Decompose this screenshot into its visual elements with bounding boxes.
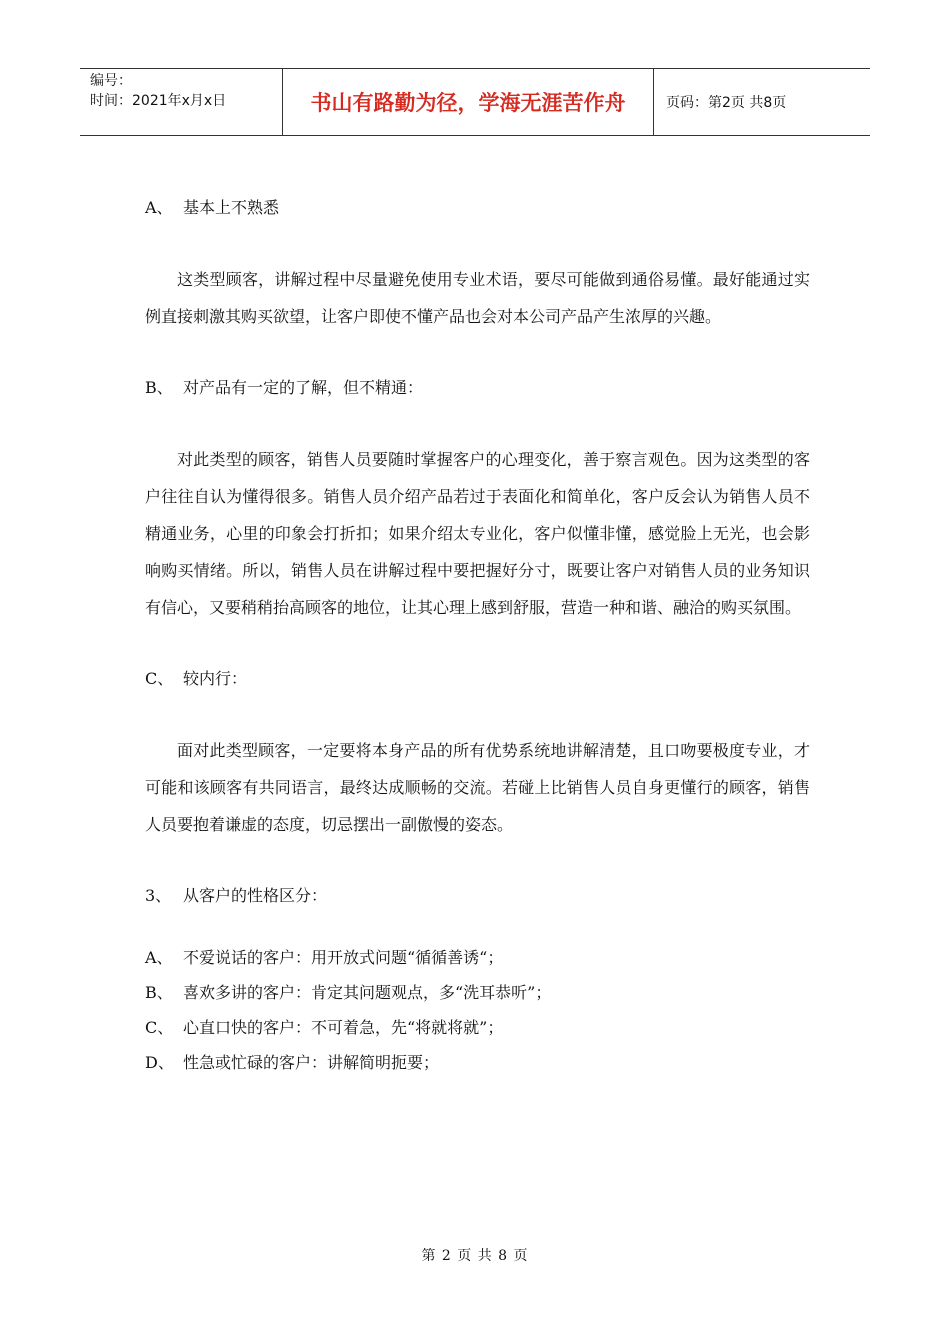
- section-title: 从客户的性格区分：: [183, 886, 328, 905]
- section-marker: A、: [145, 198, 173, 217]
- section-marker: 3、: [145, 886, 172, 905]
- list-text: 心直口快的客户：不可着急，先“将就将就”；: [183, 1018, 504, 1037]
- section-title: 较内行：: [183, 669, 248, 688]
- doc-number-label: 编号：: [90, 73, 132, 89]
- header-meta: [80, 69, 283, 135]
- list-text: 性急或忙碌的客户：讲解简明扼要；: [183, 1053, 440, 1072]
- list-marker: D、: [145, 1053, 174, 1072]
- section-title: 对产品有一定的了解，但不精通：: [183, 378, 424, 397]
- header-page-info: 页码：第2页 共8页: [666, 95, 787, 111]
- section-heading-3: [145, 878, 810, 914]
- paragraph-b: 对此类型的顾客，销售人员要随时掌握客户的心理变化，善于察言观色。因为这类型的客户往往自认为懂得很多。销售人员介绍产品若过于表面化和简单化，客户反会认为销售人员不精通业务，心里的印象会打折扣；如果介绍太专业化，客户似懂非懂，感觉脸上无光，也会影响购买情绪。所以，销售人员在讲解过程中要把握好分寸，既要让客户对销售人员的业务知识有信心，又要稍稍抬高顾客的地位，让其心理上感到舒服，营造一种和谐、融洽的购买氛围。: [145, 450, 810, 617]
- list-marker: C、: [145, 1018, 174, 1037]
- customer-type-list: [145, 940, 810, 1080]
- list-marker: B、: [145, 983, 173, 1002]
- list-item: [145, 1010, 810, 1045]
- list-marker: A、: [145, 948, 173, 967]
- page-footer: 第 2 页 共 8 页: [421, 1248, 529, 1264]
- section-heading-a: [145, 190, 810, 226]
- paragraph-a: 这类型顾客，讲解过程中尽量避免使用专业术语，要尽可能做到通俗易懂。最好能通过实例直接刺激其购买欲望，让客户即使不懂产品也会对本公司产品产生浓厚的兴趣。: [145, 270, 810, 326]
- document-body: [145, 190, 810, 1080]
- section-marker: B、: [145, 378, 173, 397]
- list-item: [145, 940, 810, 975]
- list-item: [145, 975, 810, 1010]
- section-heading-b: [145, 370, 810, 406]
- list-item: [145, 1045, 810, 1080]
- paragraph-c: 面对此类型顾客，一定要将本身产品的所有优势系统地讲解清楚，且口吻要极度专业，才可能和该顾客有共同语言，最终达成顺畅的交流。若碰上比销售人员自身更懂行的顾客，销售人员要抱着谦虚的态度，切忌摆出一副傲慢的姿态。: [145, 741, 810, 834]
- list-text: 不爱说话的客户：用开放式问题“循循善诱“；: [183, 948, 504, 967]
- section-title: 基本上不熟悉: [183, 198, 280, 217]
- header-motto: 书山有路勤为径，学海无涯苦作舟: [283, 69, 654, 135]
- doc-date-label: 时间：2021年x月x日: [90, 93, 227, 109]
- list-text: 喜欢多讲的客户：肯定其问题观点，多“洗耳恭听”；: [183, 983, 552, 1002]
- section-heading-c: [145, 661, 810, 697]
- page-header: [80, 68, 870, 136]
- section-marker: C、: [145, 669, 174, 688]
